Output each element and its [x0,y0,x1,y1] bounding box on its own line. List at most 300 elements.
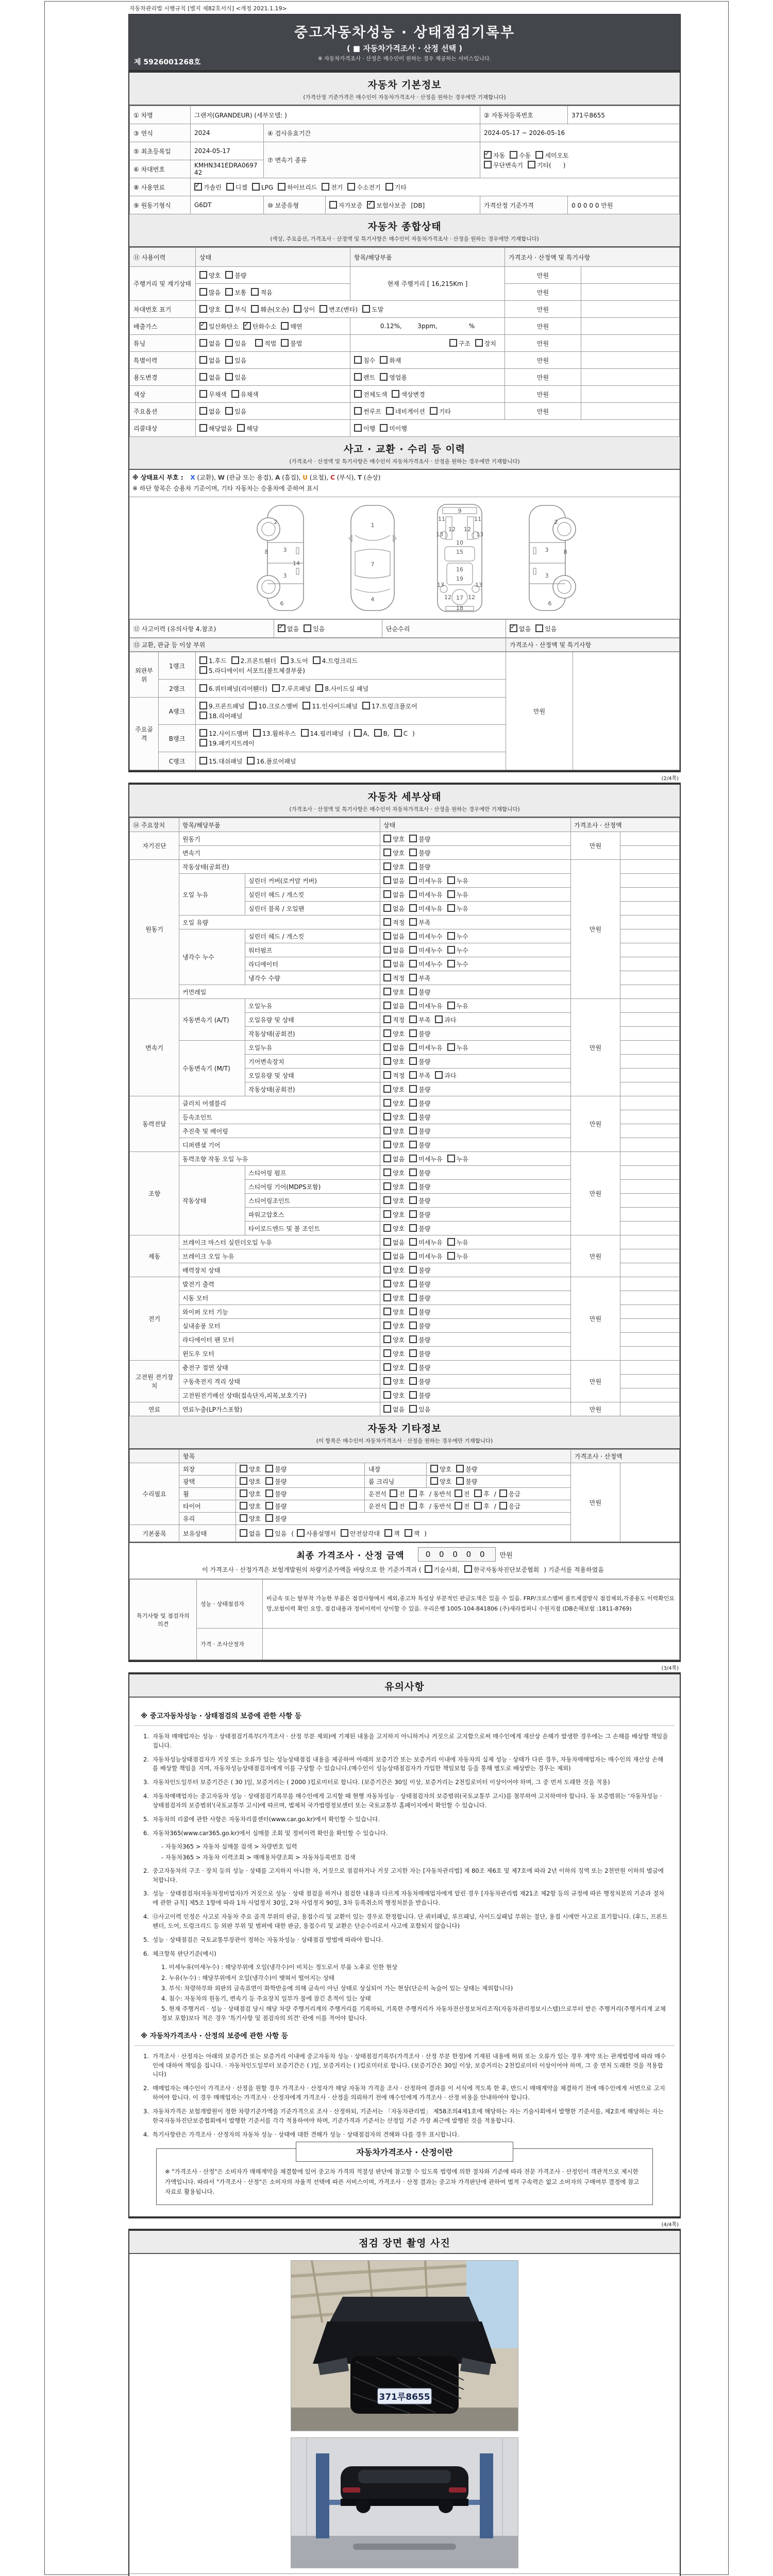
unchecked-checkbox-icon[interactable] [240,1502,247,1510]
unchecked-checkbox-icon[interactable] [409,1196,417,1204]
checkbox-option[interactable] [409,1363,430,1372]
checkbox-option[interactable] [409,890,442,899]
unchecked-checkbox-icon[interactable] [272,684,280,692]
unchecked-checkbox-icon[interactable] [281,656,289,664]
unchecked-checkbox-icon[interactable] [392,390,399,398]
checkbox-option[interactable] [383,1349,405,1358]
checkbox-option[interactable] [383,862,405,871]
unchecked-checkbox-icon[interactable] [281,322,289,330]
checkbox-option[interactable] [320,305,358,314]
checkbox-option[interactable] [278,183,317,192]
checkbox-option[interactable] [199,271,221,280]
unchecked-checkbox-icon[interactable] [409,1294,417,1301]
checkbox-option[interactable] [240,1502,261,1511]
unchecked-checkbox-icon[interactable] [225,271,233,279]
unchecked-checkbox-icon[interactable] [383,1308,391,1315]
unchecked-checkbox-icon[interactable] [409,1127,417,1134]
checkbox-option[interactable] [383,1127,405,1136]
checkbox-option[interactable] [383,890,405,899]
checkbox-option[interactable] [447,960,468,969]
unchecked-checkbox-icon[interactable] [237,424,245,432]
checkbox-option[interactable] [409,1321,430,1330]
unchecked-checkbox-icon[interactable] [380,373,388,381]
unchecked-checkbox-icon[interactable] [383,849,391,856]
unchecked-checkbox-icon[interactable] [528,161,535,168]
checkbox-option[interactable] [474,1489,490,1498]
unchecked-checkbox-icon[interactable] [374,729,382,737]
unchecked-checkbox-icon[interactable] [449,339,457,347]
unchecked-checkbox-icon[interactable] [409,1489,417,1497]
unchecked-checkbox-icon[interactable] [475,339,483,347]
unchecked-checkbox-icon[interactable] [383,1015,391,1023]
checkbox-option[interactable] [225,373,246,382]
checkbox-option[interactable] [484,151,505,160]
checkbox-option[interactable] [383,1335,405,1344]
unchecked-checkbox-icon[interactable] [249,702,257,709]
checkbox-option[interactable] [199,739,255,748]
checkbox-option[interactable] [341,1529,380,1538]
checkbox-option[interactable] [225,339,246,348]
unchecked-checkbox-icon[interactable] [383,974,391,981]
unchecked-checkbox-icon[interactable] [199,684,207,692]
unchecked-checkbox-icon[interactable] [252,183,260,191]
checked-checkbox-icon[interactable] [510,624,517,632]
unchecked-checkbox-icon[interactable] [456,1477,464,1485]
unchecked-checkbox-icon[interactable] [456,1465,464,1472]
unchecked-checkbox-icon[interactable] [225,288,233,296]
unchecked-checkbox-icon[interactable] [354,729,362,737]
checkbox-option[interactable] [383,1155,405,1163]
checkbox-option[interactable] [383,1168,405,1177]
checked-checkbox-icon[interactable] [243,322,251,330]
checkbox-option[interactable] [383,1182,405,1191]
unchecked-checkbox-icon[interactable] [304,624,311,632]
checkbox-option[interactable] [383,1252,405,1261]
unchecked-checkbox-icon[interactable] [383,1029,391,1037]
unchecked-checkbox-icon[interactable] [435,1071,443,1079]
unchecked-checkbox-icon[interactable] [409,1015,417,1023]
checkbox-option[interactable] [374,729,390,737]
unchecked-checkbox-icon[interactable] [383,1280,391,1287]
checked-checkbox-icon[interactable] [194,183,202,191]
checkbox-option[interactable] [447,890,468,899]
unchecked-checkbox-icon[interactable] [240,1465,247,1472]
checkbox-option[interactable] [430,1477,451,1486]
unchecked-checkbox-icon[interactable] [199,339,207,347]
checkbox-option[interactable] [225,305,246,314]
checkbox-option[interactable] [255,339,276,348]
checkbox-option[interactable] [535,624,557,633]
checkbox-option[interactable] [199,288,221,297]
checkbox-option[interactable] [383,1294,405,1302]
unchecked-checkbox-icon[interactable] [405,1529,412,1537]
checkbox-option[interactable] [409,1182,430,1191]
checkbox-option[interactable] [425,1565,460,1574]
checkbox-option[interactable] [304,624,325,633]
checkbox-option[interactable] [409,862,430,871]
checked-checkbox-icon[interactable] [484,151,492,159]
checkbox-option[interactable] [240,1477,261,1486]
checkbox-option[interactable] [430,407,451,416]
checkbox-option[interactable] [383,1210,405,1219]
checkbox-option[interactable] [347,183,380,192]
unchecked-checkbox-icon[interactable] [383,1377,391,1385]
unchecked-checkbox-icon[interactable] [354,407,362,415]
unchecked-checkbox-icon[interactable] [409,1280,417,1287]
unchecked-checkbox-icon[interactable] [447,1002,455,1009]
checkbox-option[interactable] [409,904,442,913]
unchecked-checkbox-icon[interactable] [455,1489,462,1497]
checkbox-option[interactable] [354,390,387,399]
unchecked-checkbox-icon[interactable] [447,946,455,954]
checkbox-option[interactable] [383,1321,405,1330]
checkbox-option[interactable] [510,151,531,160]
unchecked-checkbox-icon[interactable] [383,1043,391,1051]
checkbox-option[interactable] [475,339,496,348]
checkbox-option[interactable] [474,1502,490,1511]
checkbox-option[interactable] [409,1308,430,1316]
checkbox-option[interactable] [447,932,468,941]
checkbox-option[interactable] [447,1252,468,1261]
checkbox-option[interactable] [367,201,406,210]
checkbox-option[interactable] [383,988,405,996]
unchecked-checkbox-icon[interactable] [320,305,327,313]
unchecked-checkbox-icon[interactable] [383,1196,391,1204]
unchecked-checkbox-icon[interactable] [253,729,261,737]
checkbox-option[interactable] [383,1308,405,1316]
unchecked-checkbox-icon[interactable] [383,1155,391,1162]
unchecked-checkbox-icon[interactable] [199,702,207,709]
checkbox-option[interactable] [430,1465,451,1473]
unchecked-checkbox-icon[interactable] [265,1477,273,1485]
checkbox-option[interactable] [409,974,430,982]
checkbox-option[interactable] [354,424,375,433]
unchecked-checkbox-icon[interactable] [409,974,417,981]
unchecked-checkbox-icon[interactable] [409,918,417,926]
unchecked-checkbox-icon[interactable] [297,1529,305,1537]
checkbox-option[interactable] [409,1196,430,1205]
unchecked-checkbox-icon[interactable] [385,183,393,191]
unchecked-checkbox-icon[interactable] [409,1391,417,1399]
checkbox-option[interactable] [383,1238,405,1247]
unchecked-checkbox-icon[interactable] [383,1057,391,1065]
checkbox-option[interactable] [199,407,221,416]
checkbox-option[interactable] [464,1565,540,1574]
unchecked-checkbox-icon[interactable] [409,1168,417,1176]
unchecked-checkbox-icon[interactable] [394,729,402,737]
checkbox-option[interactable] [409,988,430,996]
unchecked-checkbox-icon[interactable] [199,656,207,664]
checkbox-option[interactable] [409,1127,430,1136]
unchecked-checkbox-icon[interactable] [322,183,329,191]
checkbox-option[interactable] [456,1465,477,1473]
unchecked-checkbox-icon[interactable] [199,739,207,747]
checkbox-option[interactable] [247,757,296,766]
unchecked-checkbox-icon[interactable] [425,1565,432,1573]
unchecked-checkbox-icon[interactable] [341,1529,348,1537]
unchecked-checkbox-icon[interactable] [281,339,289,347]
checkbox-option[interactable] [281,322,302,331]
unchecked-checkbox-icon[interactable] [199,356,207,364]
unchecked-checkbox-icon[interactable] [447,1252,455,1260]
checkbox-option[interactable] [199,656,227,665]
unchecked-checkbox-icon[interactable] [383,1071,391,1079]
unchecked-checkbox-icon[interactable] [240,1477,247,1485]
unchecked-checkbox-icon[interactable] [255,339,263,347]
unchecked-checkbox-icon[interactable] [247,757,255,765]
unchecked-checkbox-icon[interactable] [464,1565,472,1573]
checkbox-option[interactable] [383,1391,405,1400]
unchecked-checkbox-icon[interactable] [430,1465,438,1472]
checkbox-option[interactable] [409,1294,430,1302]
unchecked-checkbox-icon[interactable] [409,1210,417,1218]
unchecked-checkbox-icon[interactable] [409,876,417,884]
checkbox-option[interactable] [409,1238,442,1247]
unchecked-checkbox-icon[interactable] [409,862,417,870]
checkbox-option[interactable] [243,322,276,331]
checkbox-option[interactable] [252,183,273,191]
unchecked-checkbox-icon[interactable] [225,407,233,415]
unchecked-checkbox-icon[interactable] [409,1405,417,1413]
checkbox-option[interactable] [449,339,470,348]
unchecked-checkbox-icon[interactable] [409,1099,417,1107]
checkbox-option[interactable] [510,624,531,633]
unchecked-checkbox-icon[interactable] [474,1502,482,1510]
checkbox-option[interactable] [409,960,442,969]
unchecked-checkbox-icon[interactable] [383,1224,391,1232]
checkbox-option[interactable] [447,1043,468,1052]
checkbox-option[interactable] [225,288,246,297]
checkbox-option[interactable] [225,356,246,365]
checkbox-option[interactable] [240,1529,261,1538]
unchecked-checkbox-icon[interactable] [409,988,417,995]
unchecked-checkbox-icon[interactable] [362,305,370,313]
checkbox-option[interactable] [409,876,442,885]
unchecked-checkbox-icon[interactable] [231,656,239,664]
checkbox-option[interactable] [435,1071,456,1080]
checkbox-option[interactable] [199,305,221,314]
checkbox-option[interactable] [455,1502,470,1511]
unchecked-checkbox-icon[interactable] [383,1266,391,1274]
checkbox-option[interactable] [409,918,430,927]
checkbox-option[interactable] [409,1043,442,1052]
unchecked-checkbox-icon[interactable] [383,1294,391,1301]
unchecked-checkbox-icon[interactable] [383,1210,391,1218]
checkbox-option[interactable] [383,1043,405,1052]
checkbox-option[interactable] [354,356,375,365]
checkbox-option[interactable] [535,151,568,160]
unchecked-checkbox-icon[interactable] [447,904,455,912]
checkbox-option[interactable] [447,876,468,885]
checkbox-option[interactable] [199,729,248,738]
unchecked-checkbox-icon[interactable] [383,932,391,940]
unchecked-checkbox-icon[interactable] [383,1363,391,1371]
unchecked-checkbox-icon[interactable] [447,932,455,940]
checkbox-option[interactable] [265,1489,287,1498]
checkbox-option[interactable] [315,684,368,693]
checkbox-option[interactable] [231,656,276,665]
unchecked-checkbox-icon[interactable] [390,1502,397,1510]
checkbox-option[interactable] [409,1280,430,1289]
unchecked-checkbox-icon[interactable] [199,390,207,398]
checkbox-option[interactable] [199,339,221,348]
unchecked-checkbox-icon[interactable] [510,151,517,159]
unchecked-checkbox-icon[interactable] [380,424,388,432]
unchecked-checkbox-icon[interactable] [199,271,207,279]
checkbox-option[interactable] [409,1502,425,1511]
checkbox-option[interactable] [383,1015,405,1024]
checkbox-option[interactable] [409,1252,442,1261]
checkbox-option[interactable] [265,1465,287,1473]
checkbox-option[interactable] [294,305,315,314]
checkbox-option[interactable] [354,407,381,416]
checkbox-option[interactable] [409,932,442,941]
checkbox-option[interactable] [385,183,407,192]
checkbox-option[interactable] [251,305,289,314]
checkbox-option[interactable] [409,1029,430,1038]
unchecked-checkbox-icon[interactable] [265,1489,273,1497]
unchecked-checkbox-icon[interactable] [265,1465,273,1472]
checkbox-option[interactable] [447,1238,468,1247]
checkbox-option[interactable] [383,835,405,843]
unchecked-checkbox-icon[interactable] [409,1182,417,1190]
checkbox-option[interactable] [199,757,242,766]
checkbox-option[interactable] [362,702,417,710]
unchecked-checkbox-icon[interactable] [383,1168,391,1176]
checkbox-option[interactable] [383,904,405,913]
unchecked-checkbox-icon[interactable] [409,932,417,940]
checkbox-option[interactable] [240,1489,261,1498]
checkbox-option[interactable] [528,161,565,170]
unchecked-checkbox-icon[interactable] [474,1489,482,1497]
unchecked-checkbox-icon[interactable] [409,1043,417,1051]
checkbox-option[interactable] [240,1465,261,1473]
unchecked-checkbox-icon[interactable] [199,757,207,765]
checkbox-option[interactable] [383,1113,405,1122]
unchecked-checkbox-icon[interactable] [380,356,388,364]
unchecked-checkbox-icon[interactable] [383,835,391,842]
checkbox-option[interactable] [383,974,405,982]
unchecked-checkbox-icon[interactable] [354,390,362,398]
checkbox-option[interactable] [409,1210,430,1219]
unchecked-checkbox-icon[interactable] [383,1349,391,1357]
unchecked-checkbox-icon[interactable] [362,702,370,709]
checkbox-option[interactable] [199,711,242,720]
unchecked-checkbox-icon[interactable] [409,890,417,898]
unchecked-checkbox-icon[interactable] [294,305,301,313]
unchecked-checkbox-icon[interactable] [409,1308,417,1315]
unchecked-checkbox-icon[interactable] [251,305,259,313]
unchecked-checkbox-icon[interactable] [383,1321,391,1329]
unchecked-checkbox-icon[interactable] [455,1502,462,1510]
unchecked-checkbox-icon[interactable] [409,1321,417,1329]
unchecked-checkbox-icon[interactable] [409,1266,417,1274]
unchecked-checkbox-icon[interactable] [535,624,543,632]
checkbox-option[interactable] [409,849,430,857]
checkbox-option[interactable] [383,1377,405,1386]
checkbox-option[interactable] [484,161,523,170]
checkbox-option[interactable] [199,390,227,399]
unchecked-checkbox-icon[interactable] [354,356,362,364]
unchecked-checkbox-icon[interactable] [199,373,207,381]
checkbox-option[interactable] [409,946,442,955]
checkbox-option[interactable] [390,1489,405,1498]
unchecked-checkbox-icon[interactable] [409,1224,417,1232]
unchecked-checkbox-icon[interactable] [409,1113,417,1121]
checkbox-option[interactable] [409,1015,430,1024]
unchecked-checkbox-icon[interactable] [409,946,417,954]
checkbox-option[interactable] [383,918,405,927]
unchecked-checkbox-icon[interactable] [409,1363,417,1371]
unchecked-checkbox-icon[interactable] [226,183,234,191]
checkbox-option[interactable] [380,373,407,382]
checkbox-option[interactable] [199,666,305,675]
checkbox-option[interactable] [409,1141,430,1149]
checkbox-option[interactable] [455,1489,470,1498]
unchecked-checkbox-icon[interactable] [265,1529,273,1537]
unchecked-checkbox-icon[interactable] [384,1529,392,1537]
unchecked-checkbox-icon[interactable] [240,1489,247,1497]
checkbox-option[interactable] [386,407,425,416]
unchecked-checkbox-icon[interactable] [265,1502,273,1510]
checkbox-option[interactable] [383,1266,405,1275]
unchecked-checkbox-icon[interactable] [199,305,207,313]
checkbox-option[interactable] [383,1057,405,1066]
checkbox-option[interactable] [409,1391,430,1400]
unchecked-checkbox-icon[interactable] [535,151,543,159]
unchecked-checkbox-icon[interactable] [409,1085,417,1093]
unchecked-checkbox-icon[interactable] [225,339,233,347]
unchecked-checkbox-icon[interactable] [383,1127,391,1134]
unchecked-checkbox-icon[interactable] [383,1391,391,1399]
checkbox-option[interactable] [313,656,358,665]
unchecked-checkbox-icon[interactable] [383,1238,391,1246]
checkbox-option[interactable] [237,424,258,433]
checkbox-option[interactable] [281,339,302,348]
unchecked-checkbox-icon[interactable] [409,1155,417,1162]
checkbox-option[interactable] [362,305,383,314]
unchecked-checkbox-icon[interactable] [409,1252,417,1260]
checkbox-option[interactable] [383,1224,405,1233]
unchecked-checkbox-icon[interactable] [383,1099,391,1107]
unchecked-checkbox-icon[interactable] [484,161,492,168]
checkbox-option[interactable] [409,1071,430,1080]
unchecked-checkbox-icon[interactable] [383,876,391,884]
unchecked-checkbox-icon[interactable] [383,1335,391,1343]
checkbox-option[interactable] [278,624,299,633]
unchecked-checkbox-icon[interactable] [447,1155,455,1162]
unchecked-checkbox-icon[interactable] [430,1477,438,1485]
unchecked-checkbox-icon[interactable] [390,1489,397,1497]
checkbox-option[interactable] [354,729,369,737]
unchecked-checkbox-icon[interactable] [499,1502,507,1510]
unchecked-checkbox-icon[interactable] [265,1514,273,1522]
unchecked-checkbox-icon[interactable] [499,1489,507,1497]
unchecked-checkbox-icon[interactable] [347,183,355,191]
checkbox-option[interactable] [265,1514,287,1523]
unchecked-checkbox-icon[interactable] [199,288,207,296]
unchecked-checkbox-icon[interactable] [199,729,207,737]
checkbox-option[interactable] [409,1405,430,1414]
unchecked-checkbox-icon[interactable] [240,1529,247,1537]
checkbox-option[interactable] [383,946,405,955]
checkbox-option[interactable] [383,932,405,941]
checkbox-option[interactable] [383,1405,405,1414]
unchecked-checkbox-icon[interactable] [383,946,391,954]
checkbox-option[interactable] [380,356,401,365]
checkbox-option[interactable] [409,1002,442,1010]
checkbox-option[interactable] [301,729,344,738]
